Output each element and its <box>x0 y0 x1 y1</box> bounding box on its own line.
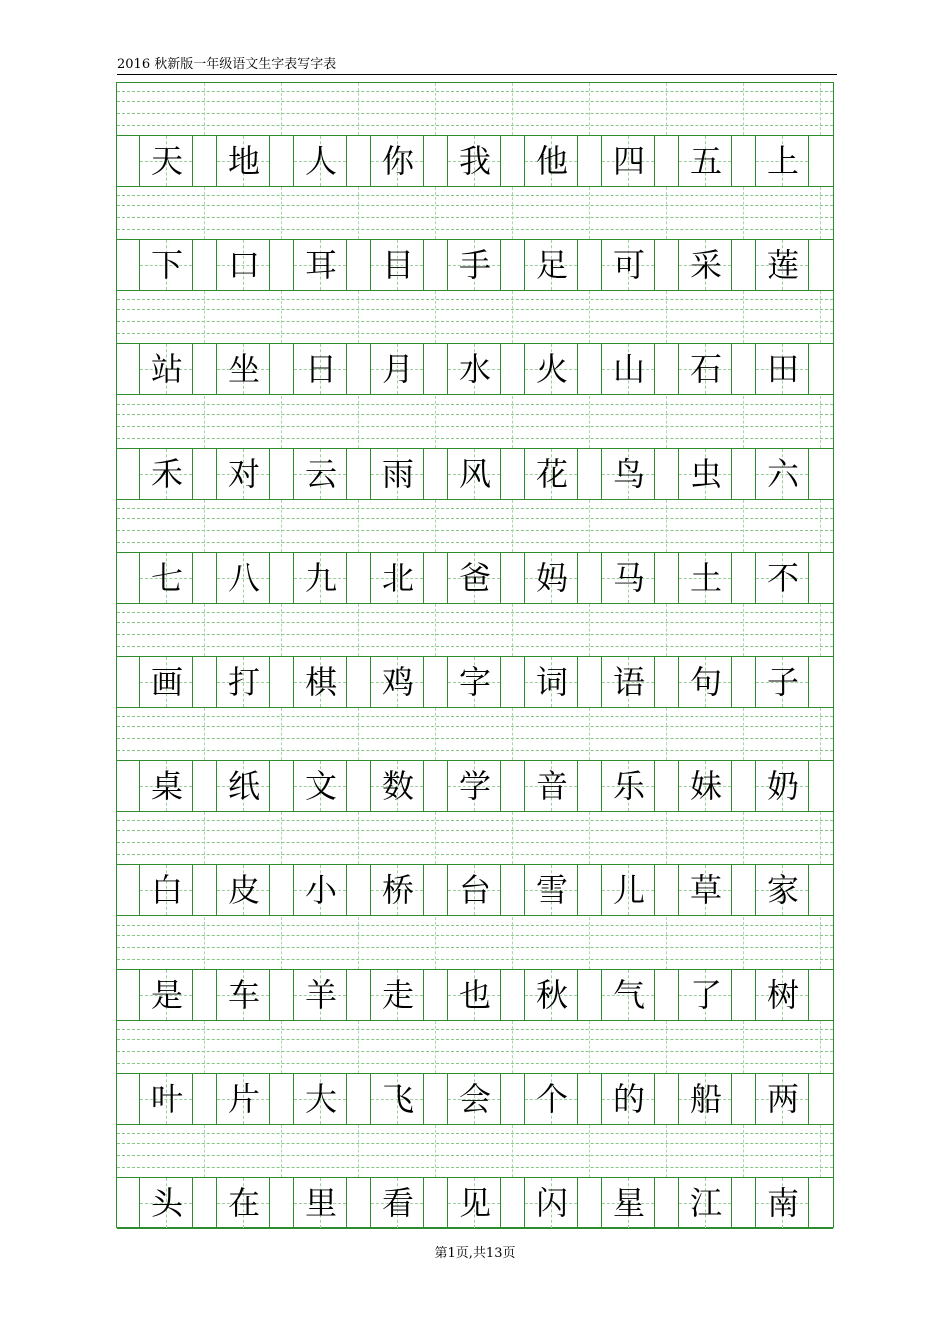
grid-row <box>117 917 833 1021</box>
character: 日 <box>304 350 337 389</box>
character: 九 <box>304 558 337 597</box>
character: 爸 <box>458 558 491 597</box>
character: 儿 <box>612 871 645 910</box>
character: 棋 <box>304 663 337 701</box>
grid-row <box>117 83 833 187</box>
grid-row <box>117 187 833 291</box>
character-cell <box>601 761 655 811</box>
character: 妹 <box>689 767 722 806</box>
character-cell <box>139 136 193 186</box>
character: 莲 <box>766 246 799 285</box>
character-cell <box>755 136 809 186</box>
character: 目 <box>381 246 414 285</box>
character: 天 <box>150 142 183 180</box>
character: 了 <box>689 975 722 1014</box>
document-title: 2016 秋新版一年级语文生字表写字表 <box>117 57 337 72</box>
character: 采 <box>689 246 722 285</box>
character: 云 <box>304 454 337 493</box>
character: 音 <box>535 767 568 806</box>
character-cell <box>678 1074 732 1124</box>
character: 我 <box>458 142 491 180</box>
character: 车 <box>227 975 260 1014</box>
pinyin-lines <box>117 708 833 760</box>
character-cell <box>216 865 270 915</box>
character: 马 <box>612 558 645 597</box>
character: 星 <box>612 1184 645 1222</box>
character-cell <box>601 1178 655 1228</box>
character: 上 <box>766 142 799 180</box>
grid-row <box>117 708 833 812</box>
character: 学 <box>458 767 491 806</box>
character-cell <box>678 240 732 290</box>
character: 文 <box>304 767 337 806</box>
character: 土 <box>689 558 722 597</box>
character-cell <box>139 553 193 603</box>
character: 下 <box>150 246 183 285</box>
character: 月 <box>381 350 414 389</box>
character-cell <box>370 865 424 915</box>
character-cell <box>447 657 501 707</box>
character: 水 <box>458 350 491 389</box>
character-cell <box>524 865 578 915</box>
character: 耳 <box>304 246 337 285</box>
character-practice-grid <box>116 82 834 1228</box>
character: 桌 <box>150 767 183 806</box>
character-cell <box>139 1178 193 1228</box>
character: 桥 <box>381 871 414 910</box>
character-cell <box>293 657 347 707</box>
character: 片 <box>227 1079 260 1118</box>
character: 子 <box>766 663 799 701</box>
character: 个 <box>535 1079 568 1118</box>
character-cell <box>524 449 578 499</box>
character-cell <box>678 449 732 499</box>
character-cell <box>216 1178 270 1228</box>
character: 是 <box>150 975 183 1014</box>
character-cell <box>370 240 424 290</box>
character-cell <box>139 657 193 707</box>
grid-row <box>117 1021 833 1125</box>
character-cell <box>139 1074 193 1124</box>
character: 会 <box>458 1079 491 1118</box>
character-cell <box>524 553 578 603</box>
character: 山 <box>612 350 645 389</box>
character-cell <box>755 344 809 394</box>
character-cell <box>370 657 424 707</box>
character-cell <box>601 240 655 290</box>
character-cell <box>678 344 732 394</box>
character-cell <box>293 1074 347 1124</box>
character-cell <box>755 449 809 499</box>
character: 不 <box>766 558 799 597</box>
character: 飞 <box>381 1079 414 1118</box>
character: 人 <box>304 142 337 180</box>
pinyin-lines <box>117 291 833 343</box>
character-cell <box>447 1074 501 1124</box>
character: 纸 <box>227 767 260 806</box>
character: 见 <box>458 1184 491 1222</box>
character-cell <box>216 657 270 707</box>
character-cell <box>524 344 578 394</box>
character-row <box>117 135 833 187</box>
character: 雪 <box>535 871 568 910</box>
character-cell <box>678 865 732 915</box>
character-cell <box>678 970 732 1020</box>
grid-row <box>117 396 833 500</box>
character-cell <box>447 240 501 290</box>
character: 手 <box>458 246 491 285</box>
character-cell <box>524 136 578 186</box>
character: 句 <box>689 663 722 701</box>
character-cell <box>678 1178 732 1228</box>
character: 语 <box>612 663 645 701</box>
character-cell <box>524 1178 578 1228</box>
character-cell <box>216 761 270 811</box>
character-row <box>117 552 833 604</box>
character: 在 <box>227 1184 260 1222</box>
character: 火 <box>535 350 568 389</box>
pinyin-lines <box>117 1021 833 1073</box>
pinyin-lines <box>117 604 833 656</box>
character-cell <box>293 1178 347 1228</box>
character-cell <box>370 1178 424 1228</box>
character: 六 <box>766 454 799 493</box>
character: 走 <box>381 975 414 1014</box>
character-cell <box>139 761 193 811</box>
character-cell <box>139 970 193 1020</box>
page-footer <box>0 1242 950 1261</box>
character-cell <box>370 449 424 499</box>
character-row <box>117 864 833 916</box>
character-cell <box>370 761 424 811</box>
character-cell <box>755 553 809 603</box>
character-cell <box>447 1178 501 1228</box>
character: 对 <box>227 454 260 493</box>
character: 四 <box>612 142 645 180</box>
character: 地 <box>227 142 260 180</box>
character: 皮 <box>227 871 260 910</box>
character: 大 <box>304 1079 337 1118</box>
character: 鸡 <box>381 663 414 701</box>
character-cell <box>139 449 193 499</box>
character-cell <box>601 344 655 394</box>
character-cell <box>216 553 270 603</box>
character-cell <box>370 1074 424 1124</box>
page-number: 第1页,共13页 <box>434 1246 516 1261</box>
character: 也 <box>458 975 491 1014</box>
pinyin-lines <box>117 812 833 864</box>
character: 站 <box>150 350 183 389</box>
character-row <box>117 969 833 1021</box>
character-cell <box>216 1074 270 1124</box>
character: 两 <box>766 1079 799 1118</box>
character: 船 <box>689 1079 722 1118</box>
grid-row <box>117 500 833 604</box>
character-cell <box>601 449 655 499</box>
character-cell <box>447 970 501 1020</box>
character-cell <box>678 657 732 707</box>
grid-row <box>117 291 833 395</box>
character: 南 <box>766 1184 799 1222</box>
character-cell <box>524 657 578 707</box>
character: 鸟 <box>612 454 645 493</box>
character-cell <box>447 136 501 186</box>
character-row <box>117 1073 833 1125</box>
character: 数 <box>381 767 414 806</box>
character-cell <box>447 344 501 394</box>
character: 小 <box>304 871 337 910</box>
character-cell <box>601 553 655 603</box>
character: 乐 <box>612 767 645 806</box>
grid-row <box>117 604 833 708</box>
character: 的 <box>612 1079 645 1118</box>
character-cell <box>216 970 270 1020</box>
character-cell <box>216 240 270 290</box>
pinyin-lines <box>117 500 833 552</box>
character-row <box>117 343 833 395</box>
character-cell <box>447 553 501 603</box>
character: 虫 <box>689 454 722 493</box>
pinyin-lines <box>117 396 833 448</box>
character-cell <box>678 136 732 186</box>
character-row <box>117 239 833 291</box>
character: 奶 <box>766 767 799 806</box>
character-row <box>117 448 833 500</box>
character-cell <box>370 136 424 186</box>
character-cell <box>447 449 501 499</box>
character-cell <box>370 344 424 394</box>
character: 闪 <box>535 1184 568 1222</box>
character-cell <box>293 970 347 1020</box>
character: 坐 <box>227 350 260 389</box>
character-cell <box>139 240 193 290</box>
character: 足 <box>535 246 568 285</box>
character: 草 <box>689 871 722 910</box>
character-cell <box>601 865 655 915</box>
character-cell <box>524 1074 578 1124</box>
pinyin-lines <box>117 83 833 135</box>
character-cell <box>139 865 193 915</box>
character-cell <box>601 1074 655 1124</box>
character: 羊 <box>304 975 337 1014</box>
character-cell <box>678 553 732 603</box>
character: 雨 <box>381 454 414 493</box>
character-cell <box>755 970 809 1020</box>
character-cell <box>293 240 347 290</box>
character: 石 <box>689 350 722 389</box>
character-row <box>117 656 833 708</box>
character: 里 <box>304 1184 337 1222</box>
character: 他 <box>535 142 568 180</box>
character: 打 <box>227 663 260 701</box>
character-cell <box>601 970 655 1020</box>
character-cell <box>293 344 347 394</box>
character: 七 <box>150 558 183 597</box>
character-row <box>117 760 833 812</box>
character: 家 <box>766 871 799 910</box>
character: 北 <box>381 558 414 597</box>
character: 气 <box>612 975 645 1014</box>
character: 台 <box>458 871 491 910</box>
character: 禾 <box>150 454 183 493</box>
character: 五 <box>689 142 722 180</box>
character-cell <box>524 970 578 1020</box>
character-cell <box>755 240 809 290</box>
character: 秋 <box>535 975 568 1014</box>
character-cell <box>293 761 347 811</box>
character-cell <box>755 657 809 707</box>
character: 叶 <box>150 1079 183 1118</box>
character-cell <box>447 865 501 915</box>
character-cell <box>293 553 347 603</box>
character: 江 <box>689 1184 722 1222</box>
character-cell <box>755 761 809 811</box>
character-cell <box>678 761 732 811</box>
character-cell <box>139 344 193 394</box>
character-cell <box>755 1074 809 1124</box>
character-cell <box>755 1178 809 1228</box>
pinyin-lines <box>117 1125 833 1177</box>
character: 画 <box>150 663 183 701</box>
character: 花 <box>535 454 568 493</box>
character: 树 <box>766 975 799 1014</box>
character-cell <box>293 449 347 499</box>
character: 风 <box>458 454 491 493</box>
character-cell <box>524 761 578 811</box>
character-cell <box>293 865 347 915</box>
character-row <box>117 1177 833 1229</box>
character-cell <box>601 657 655 707</box>
character: 你 <box>381 142 414 180</box>
grid-row <box>117 1125 833 1229</box>
character: 田 <box>766 350 799 389</box>
character-cell <box>601 136 655 186</box>
pinyin-lines <box>117 187 833 239</box>
character: 字 <box>458 663 491 701</box>
character: 白 <box>150 871 183 910</box>
document-header <box>117 56 837 75</box>
character-cell <box>447 761 501 811</box>
character-cell <box>524 240 578 290</box>
character-cell <box>216 344 270 394</box>
pinyin-lines <box>117 917 833 969</box>
character: 可 <box>612 246 645 285</box>
character: 看 <box>381 1184 414 1222</box>
character: 词 <box>535 663 568 701</box>
character-cell <box>216 449 270 499</box>
character-cell <box>755 865 809 915</box>
character-cell <box>370 553 424 603</box>
character-cell <box>370 970 424 1020</box>
character: 八 <box>227 558 260 597</box>
character: 口 <box>227 246 260 285</box>
character: 妈 <box>535 558 568 597</box>
character-cell <box>293 136 347 186</box>
grid-row <box>117 812 833 916</box>
character: 头 <box>150 1184 183 1222</box>
character-cell <box>216 136 270 186</box>
